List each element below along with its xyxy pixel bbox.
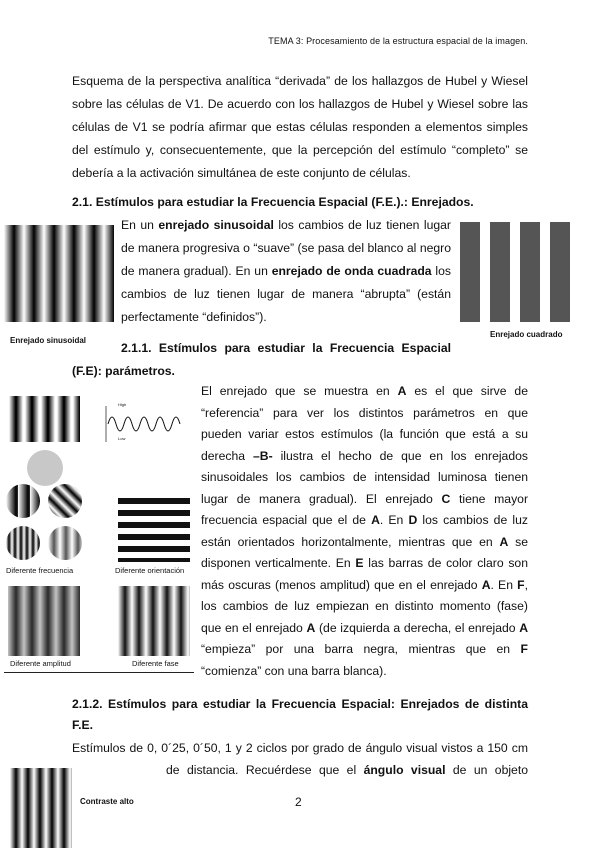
- section-2-1-1-heading-line2: (F.E): parámetros.: [72, 364, 175, 378]
- text-run: . En: [379, 513, 409, 527]
- bold-letter-a: A: [371, 513, 380, 527]
- text-run: “comienza” con una barra blanca).: [201, 663, 387, 678]
- text-run: (de izquierda a derecha, el enrejado: [315, 620, 520, 635]
- label-amplitud: Diferente amplitud: [10, 659, 71, 668]
- plot-low-label: Low: [118, 436, 126, 441]
- label-orientacion: Diferente orientación: [115, 566, 185, 575]
- square-grating-image: [460, 222, 570, 322]
- section-2-1-1-heading-line1: 2.1.1. Estímulos para estudiar la Frecuencia Espacial: [121, 341, 451, 355]
- text-run: los cambios de luz están orientados horizontalmente, mientras que en: [201, 513, 528, 549]
- circle-grating-2: [48, 484, 82, 518]
- grating-d-horizontal: [118, 492, 190, 562]
- circle-grating-3: [6, 526, 40, 560]
- gray-circle: [27, 450, 63, 486]
- sinusoidal-grating-image: [4, 225, 114, 322]
- circle-grating-4: [48, 526, 82, 560]
- section-2-1-paragraph: [121, 214, 451, 329]
- section-2-1-2-heading-line2: F.E.: [72, 718, 93, 732]
- caption-sinusoidal: Enrejado sinusoidal: [10, 336, 87, 345]
- bold-letter-a: A: [306, 620, 316, 635]
- bold-term-sinusoidal: enrejado sinusoidal: [158, 218, 274, 232]
- figure-divider: [4, 672, 194, 673]
- label-fase: Diferente fase: [132, 659, 179, 668]
- caption-cuadrado: Enrejado cuadrado: [490, 330, 563, 339]
- bold-letter-a: A: [519, 620, 529, 635]
- text-run: de distancia. Recuérdese que el: [166, 763, 364, 777]
- luminance-function-plot: [96, 402, 188, 444]
- bold-letter-c: C: [441, 491, 451, 506]
- bold-letter-e: E: [355, 556, 364, 570]
- section-2-1-1-paragraph: [201, 381, 528, 682]
- text-run: . En: [490, 577, 518, 592]
- bold-letter-f: F: [517, 577, 525, 592]
- section-2-1-heading: 2.1. Estímulos para estudiar la Frecuencia Espacial (F.E.).: Enrejados.: [72, 195, 474, 209]
- circle-grating-1: [6, 484, 40, 518]
- text-run: , los cambios de luz empiezan en distinto momento (fase) que en el enrejado: [201, 577, 528, 635]
- label-frecuencia: Diferente frecuencia: [6, 566, 74, 575]
- text-run: En un: [121, 218, 159, 232]
- intro-paragraph: Esquema de la perspectiva analítica “derivada” de los hallazgos de Hubel y Wiesel sobre las células de V1. De acuerdo con los hallazgos de Hubel y Wiesel sobre las células de V1 se podría afirmar que estas células responden a elementos simples del estímulo y, consecuentemente, que la percepción del estímulo “completo” se debería a la activación simultánea de este conjunto de células.: [72, 74, 528, 180]
- text-run: ilustra el hecho de que en los enrejados sinusoidales los cambios de intensidad luminosa tienen lugar de manera gradual). El enrejado: [201, 448, 528, 506]
- bold-letter-a: A: [481, 577, 491, 592]
- bold-term-cuadrada: enrejado de onda cuadrada: [271, 264, 432, 278]
- running-header: TEMA 3: Procesamiento de la estructura espacial de la imagen.: [268, 36, 528, 46]
- text-run: tiene mayor frecuencia espacial que el de: [201, 491, 529, 527]
- parameters-figure: [0, 388, 195, 674]
- section-2-1-2-line1: Estímulos de 0, 0´25, 0´50, 1 y 2 ciclos por grado de ángulo visual vistos a 150 cm: [72, 741, 528, 755]
- bold-letter-a: A: [499, 534, 509, 549]
- text-run: las barras de color claro son más oscuras (menos amplitud) que en el enrejado: [201, 556, 528, 592]
- grating-e-amplitud: [8, 586, 80, 656]
- plot-high-label: High: [118, 402, 127, 407]
- section-2-1-2-line2: [166, 759, 528, 782]
- bold-letter-f: F: [520, 642, 528, 656]
- grating-a-reference: [8, 396, 80, 442]
- page-number: 2: [295, 795, 302, 809]
- section-2-1-2-heading-line1: 2.1.2. Estímulos para estudiar la Frecuencia Espacial: Enrejados de distinta: [72, 697, 528, 711]
- bold-letter-d: D: [408, 513, 418, 527]
- bold-letter-a: A: [397, 384, 407, 398]
- text-run: los cambios de luz tienen lugar de manera progresiva o “suave” (se pasa del blanco al negro de manera gradual). En un: [121, 218, 451, 278]
- text-run: de un objeto: [445, 763, 528, 777]
- bold-letter-b: –B-: [253, 448, 273, 463]
- text-run: es el que sirve de “referencia” para ver los distintos parámetros en que pueden variar estos estímulos (la función que está a su derecha: [201, 384, 528, 463]
- contraste-alto-grating: [10, 768, 72, 848]
- text-run: “empieza” por una barra negra, mientras que en: [201, 642, 521, 656]
- text-run: se disponen verticalmente. En: [201, 534, 528, 570]
- bold-term-angulo-visual: ángulo visual: [363, 763, 446, 777]
- grating-f-fase: [118, 586, 190, 656]
- caption-contraste-alto: Contraste alto: [80, 797, 134, 806]
- text-run: los cambios de luz tienen lugar de manera “abrupta” (están perfectamente “definidos”).: [121, 264, 452, 324]
- text-run: El enrejado que se muestra en: [201, 384, 398, 398]
